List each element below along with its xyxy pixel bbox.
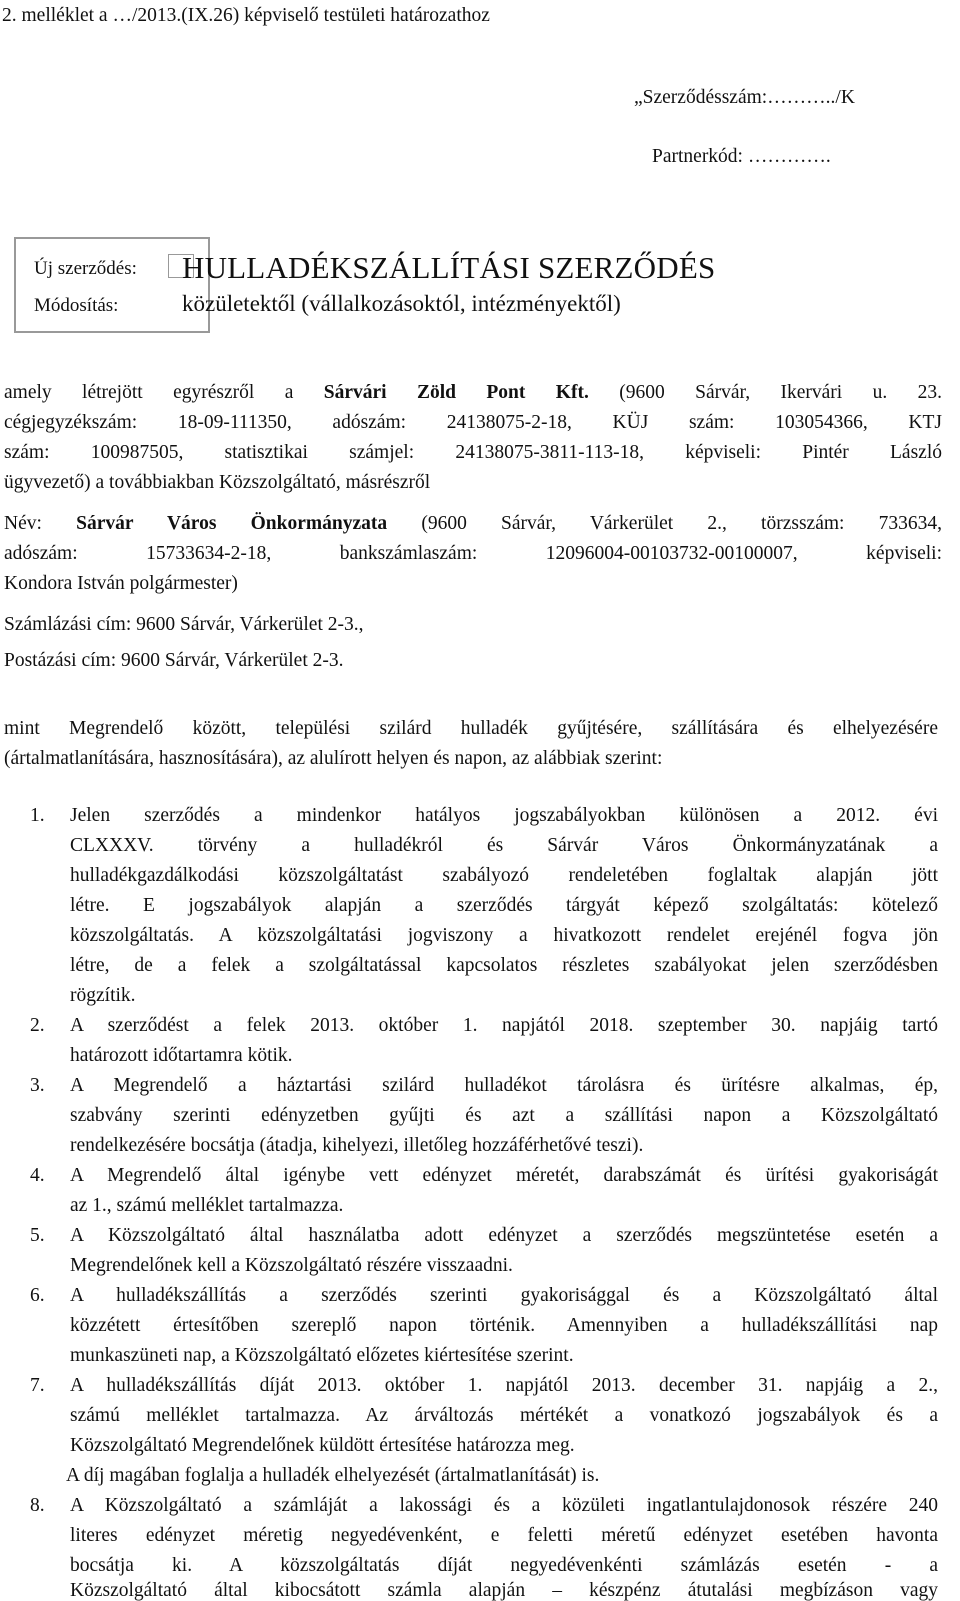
type-frame-bottom <box>14 331 210 333</box>
item1-line6: létre, de a felek a szolgáltatással kapcsolatos részletes szabályokat jelen szerződésben <box>70 955 938 976</box>
item-number: 2. <box>30 1015 45 1036</box>
intro-line2: (ártalmatlanítására, hasznosítására), az alulírott helyen és napon, az alábbiak szerint: <box>4 748 663 769</box>
item2-line1: A szerződést a felek 2013. október 1. napjától 2018. szeptember 30. napjáig tartó <box>70 1015 938 1036</box>
customer-name: Sárvár Város Önkormányzata <box>76 513 388 534</box>
contract-subtitle: közületektől (vállalkozásoktól, intézményektől) <box>182 291 621 316</box>
item6-line2: közzétett értesítőben szereplő napon történik. Amennyiben a hulladékszállítási nap <box>70 1315 938 1336</box>
type-frame-left <box>14 237 16 333</box>
item8-line3: bocsátja ki. A közszolgáltatás díját negyedévenkénti számlázás esetén - a <box>70 1555 938 1576</box>
annex-reference: 2. melléklet a …/2013.(IX.26) képviselő testületi határozathoz <box>2 5 490 26</box>
item3-line1: A Megrendelő a háztartási szilárd hulladékot tárolásra és ürítésre alkalmas, ép, <box>70 1075 938 1096</box>
item1-line3: hulladékgazdálkodási közszolgáltatást szabályozó rendeletében foglaltak alapján jött <box>70 865 938 886</box>
party1-line3: szám: 100987505, statisztikai számjel: 24138075-3811-113-18, képviseli: Pintér László <box>4 442 942 463</box>
item5-line1: A Közszolgáltató által használatba adott edényzet a szerződés megszüntetése esetén a <box>70 1225 938 1246</box>
party1-line4: ügyvezető) a továbbiakban Közszolgáltató, másrészről <box>4 472 431 493</box>
partner-code: Partnerkód: …………. <box>652 146 831 167</box>
modification-label: Módosítás: <box>34 295 119 316</box>
item7-line4: A díj magában foglalja a hulladék elhelyezését (ártalmatlanítását) is. <box>66 1465 600 1486</box>
item7-line1: A hulladékszállítás díját 2013. október 1. napjától 2013. december 31. napjáig a 2., <box>70 1375 938 1396</box>
item7-line2: számú melléklet tartalmazza. Az árváltozás mértékét a vonatkozó jogszabályok és a <box>70 1405 938 1426</box>
item1-line5: közszolgáltatás. A közszolgáltatási jogviszony a hivatkozott rendelet erejénél fogva jön <box>70 925 938 946</box>
intro-line1: mint Megrendelő között, települési szilárd hulladék gyűjtésére, szállítására és elhelyezésére <box>4 718 938 739</box>
contract-title: HULLADÉKSZÁLLÍTÁSI SZERZŐDÉS <box>182 250 716 285</box>
item-number: 3. <box>30 1075 45 1096</box>
item-number: 1. <box>30 805 45 826</box>
item1-line1: Jelen szerződés a mindenkor hatályos jogszabályokban különösen a 2012. évi <box>70 805 938 826</box>
item1-line4: létre. E jogszabályok alapján a szerződés tárgyát képező szolgáltatás: kötelező <box>70 895 938 916</box>
item1-line2: CLXXXV. törvény a hulladékról és Sárvár Város Önkormányzatának a <box>70 835 938 856</box>
party1-line1: amely létrejött egyrészről a Sárvári Zöld Pont Kft. (9600 Sárvár, Ikervári u. 23. <box>4 382 943 403</box>
party2-line1: Név: Sárvár Város Önkormányzata (9600 Sárvár, Várkerület 2., törzsszám: 733634, <box>4 513 942 534</box>
item1-line7: rögzítik. <box>70 985 136 1006</box>
item-number: 6. <box>30 1285 45 1306</box>
item-number: 7. <box>30 1375 45 1396</box>
postal-address: Postázási cím: 9600 Sárvár, Várkerület 2-3. <box>4 650 344 671</box>
party2-line3: Kondora István polgármester) <box>4 573 238 594</box>
provider-name: Sárvári Zöld Pont Kft. <box>323 382 589 403</box>
item3-line2: szabvány szerinti edényzetben gyűjti és azt a szállítási napon a Közszolgáltató <box>70 1105 938 1126</box>
item6-line3: munkaszüneti nap, a Közszolgáltató előzetes kiértesítése szerint. <box>70 1345 574 1366</box>
item8-line4: Közszolgáltató által kibocsátott számla alapján – készpénz átutalási megbízáson vagy <box>70 1580 938 1601</box>
contract-number: „Szerződésszám:………../K <box>634 87 855 108</box>
item-number: 5. <box>30 1225 45 1246</box>
billing-address: Számlázási cím: 9600 Sárvár, Várkerület 2-3., <box>4 614 364 635</box>
item8-line1: A Közszolgáltató a számláját a lakossági és a közületi ingatlantulajdonosok részére 240 <box>70 1495 938 1516</box>
item2-line2: határozott időtartamra kötik. <box>70 1045 293 1066</box>
item6-line1: A hulladékszállítás a szerződés szerinti gyakorisággal és a Közszolgáltató által <box>70 1285 938 1306</box>
party1-line2: cégjegyzékszám: 18-09-111350, adószám: 24138075-2-18, KÜJ szám: 103054366, KTJ <box>4 412 942 433</box>
item7-line3: Közszolgáltató Megrendelőnek küldött értesítése határozza meg. <box>70 1435 575 1456</box>
item-number: 4. <box>30 1165 45 1186</box>
type-frame-top <box>14 237 210 239</box>
item5-line2: Megrendelőnek kell a Közszolgáltató részére visszaadni. <box>70 1255 513 1276</box>
new-contract-label: Új szerződés: <box>34 258 137 279</box>
item8-line2: literes edényzet méretig negyedévenként, e feletti méretű edényzet esetében havonta <box>70 1525 938 1546</box>
item-number: 8. <box>30 1495 45 1516</box>
item4-line1: A Megrendelő által igénybe vett edényzet méretét, darabszámát és ürítési gyakoriságát <box>70 1165 938 1186</box>
item3-line3: rendelkezésére bocsátja (átadja, kihelyezi, illetőleg hozzáférhetővé teszi). <box>70 1135 644 1156</box>
item4-line2: az 1., számú melléklet tartalmazza. <box>70 1195 344 1216</box>
party2-line2: adószám: 15733634-2-18, bankszámlaszám: 12096004-00103732-00100007, képviseli: <box>4 543 942 564</box>
